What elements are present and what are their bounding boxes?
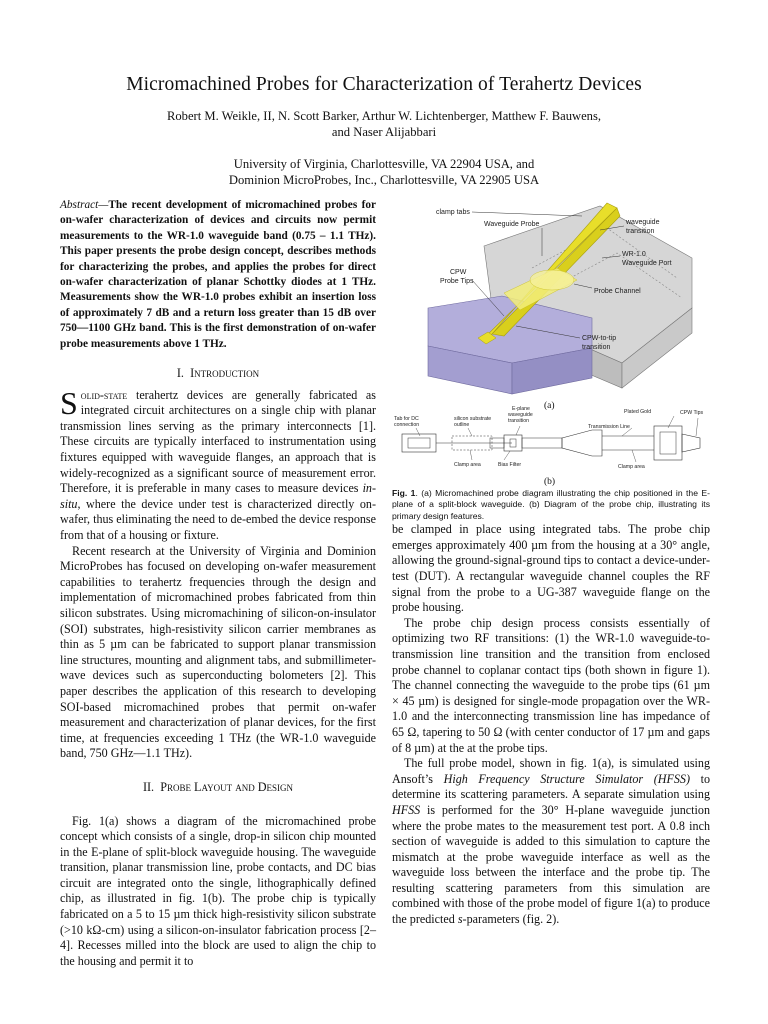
label-tab-dc-2: connection (394, 422, 420, 428)
panel-label-a: (a) (544, 401, 555, 411)
author-list (120, 108, 648, 140)
figure-1b (394, 406, 703, 487)
authors-line-1: Robert M. Weikle, II, N. Scott Barker, Arthur W. Lichtenberger, Matthew F. Bauwens, (166, 109, 602, 123)
figure-1 (392, 198, 710, 488)
right-column (392, 198, 710, 928)
label-tab-dc-1: Tab for DC (394, 416, 419, 422)
label-eplane-1: E-plane (512, 406, 530, 412)
left-column (60, 198, 376, 969)
intro-text-b: , where the device under test is characterized directly on-wafer, thus eliminating the need to de-embed the device response from that of a housing or fixture. (60, 496, 376, 542)
section-title: Probe Layout and Design (160, 779, 294, 794)
abstract-text: The recent development of micromachined probes for on-wafer characterization of devices and circuits now permit measurements to the WR-1.0 waveguide band (0.75 – 1.1 THz). This paper presents the probe design concept, describes methods for characterizing the probes, and applies the probes for direct on-wafer characterization of planar Schottky diodes at 1 THz. Measurements show the WR-1.0 probes exhibit an insertion loss of approximately 7 dB and a return loss greater than 15 dB over 750—1100 GHz band. This is the first demonstration of on-wafer probe measurements above 1 THz. (60, 199, 376, 350)
label-eplane-3: transition (508, 418, 530, 424)
label-bias-filter: Bias Filter (498, 462, 522, 468)
label-waveguide-probe: Waveguide Probe (484, 221, 540, 228)
affiliation-line-1: University of Virginia, Charlottesville, VA 22904 USA, and (233, 157, 535, 171)
label-cpw-2: Probe Tips (440, 278, 474, 285)
p3-text-a: The full probe model, shown in fig. 1(a), is simulated using Ansoft’s (392, 756, 710, 786)
label-cpw-to-tip-1: CPW-to-tip (582, 335, 617, 342)
right-paragraph-1: be clamped in place using integrated tabs. The probe chip emerges approximately 400 µm from the housing at a 30° angle, allowing the ground-signal-ground tips to contact a device-under-test (DUT). A rectangular waveguide channel couples the RF signal from the probe to a UG-387 waveguide flange on the probe housing. (392, 522, 710, 615)
design-paragraph-1: Fig. 1(a) shows a diagram of the micromachined probe concept which consists of a single, drop-in silicon chip mounted in the E-plane of split-block waveguide housing. The waveguide transition, planar transmission line, probe contacts, and DC bias circuit are integrated onto the single, lithographically defined chip, as illustrated in fig. 1(b). The probe chip is typically fabricated on a 5 to 15 µm thick high-resistivity silicon substrate (>10 kΩ-cm) using a silicon-on-insulator fabrication process [2–4]. Recesses milled into the block are used to align the chip to the housing and permit it to (60, 813, 376, 968)
right-paragraph-2: The probe chip design process consists essentially of optimizing two RF transitions: (1) the WR-1.0 waveguide-to-transmission line transition and the transition from enclosed probe channel to coplanar contact tips (both shown in figure 1). The channel connecting the waveguide to the probe tips (61 µm × 45 µm) is designed for single-mode propagation over the WR-1.0 and the interconnecting transmission line has impedance of 65 Ω, tapering to 50 Ω (with center conductor of 17 µm and gaps of 8 µm) at the at the probe tips. (392, 615, 710, 755)
label-waveguide-transition-1: waveguide (626, 219, 660, 226)
label-wr-port-1: WR-1.0 (622, 251, 646, 258)
authors-line-2: and Naser Alijabbari (331, 125, 437, 139)
p3-hfss: HFSS (392, 802, 421, 817)
label-clamp-area-2: Clamp area (618, 464, 645, 470)
label-cpw-tips: CPW Tips (680, 410, 704, 416)
section-number: I. (176, 366, 184, 381)
label-cpw-1: CPW (450, 269, 467, 276)
drop-cap: S (60, 384, 78, 421)
caption-text: . (a) Micromachined probe diagram illustrating the chip positioned in the E-plane of a split-block waveguide. (b) Diagram of the probe chip, illustrating its primary design features. (392, 488, 710, 521)
panel-label-b: (b) (544, 477, 556, 487)
section-number: II. (142, 779, 155, 794)
label-silicon-2: outline (454, 422, 470, 428)
label-plated-gold: Plated Gold (624, 409, 652, 415)
section-heading-design (60, 780, 376, 796)
p3-text-c: is performed for the 30° H-plane waveguide junction where the probe mates to the measurement test port. A 0.8 inch section of waveguide is added to this simulation to capture the mismatch at the probe waveguide interface as well as the waveguide loss between the interface and the probe tip. The resulting scattering parameters from this simulation are combined with those of the probe model of figure 1(a) to produce the predicted (392, 802, 710, 927)
figure-1-diagram (392, 198, 710, 488)
label-clamp-area-1: Clamp area (454, 462, 481, 468)
caption-label: Fig. 1 (392, 488, 416, 498)
section-title: Introduction (190, 366, 260, 381)
intro-insitu: in-situ (60, 481, 376, 511)
intro-text-a: terahertz devices are generally fabricated as integrated circuit architectures on a single chip with planar transmission lines serving as the primary interconnects [1]. These circuits are typically interfaced to instrumentation using fixtures equipped with waveguide flanges, an approach that is widely-recognized as a significant source of measurement error. Therefore, it is preferable in many cases to measure devices (60, 387, 376, 496)
paper-title: Micromachined Probes for Characterization of Terahertz Devices (126, 74, 642, 95)
intro-smallcaps: olid-state (80, 387, 128, 402)
p3-text-d: -parameters (fig. 2). (462, 912, 560, 927)
intro-paragraph-1 (60, 384, 376, 544)
label-silicon-1: silicon substrate (454, 416, 492, 422)
section-heading-introduction (60, 366, 376, 382)
label-probe-channel: Probe Channel (594, 288, 641, 295)
p3-text-b: to determine its scattering parameters. A separate simulation using (392, 771, 710, 802)
p3-hfss-full: High Frequency Structure Simulator (HFSS) (443, 771, 690, 786)
intro-paragraph-2: Recent research at the University of Virginia and Dominion MicroProbes has focused on developing on-wafer measurement capabilities to terahertz frequencies through the design and implementation of micromachined probes fabricated from thin silicon substrates. Using micromachining of silicon-on-insulator (SOI) substrates, high-resistivity silicon carrier membranes as thin as 5 µm can be fabricated to support planar transmission line structures, mounting and alignment tabs, and submillimeter-wave devices such as superconducting bolometers [2]. This paper describes the application of this research to developing SOI-based micromachined probes that permit on-wafer measurement and characterization of planar devices, for the first time, at frequencies exceeding 1 THz (the WR-1.0 waveguide band, 750 GHz—1.1 THz). (60, 543, 376, 761)
figure-1-caption (392, 488, 710, 522)
abstract (60, 198, 376, 352)
affiliation-line-2: Dominion MicroProbes, Inc., Charlottesville, VA 22905 USA (228, 173, 540, 187)
label-clamp-tabs: clamp tabs (436, 209, 470, 216)
affiliation (120, 156, 648, 188)
label-eplane-2: waveguide (508, 412, 533, 418)
figure-1a (428, 203, 692, 411)
label-waveguide-transition-2: transition (626, 228, 655, 235)
label-transmission-line: Transmission Line (588, 424, 630, 430)
label-wr-port-2: Waveguide Port (622, 260, 672, 267)
right-paragraph-3 (392, 756, 710, 928)
p3-s: s (457, 912, 463, 927)
label-cpw-to-tip-2: transition (582, 344, 611, 351)
abstract-lead: Abstract— (60, 199, 109, 211)
